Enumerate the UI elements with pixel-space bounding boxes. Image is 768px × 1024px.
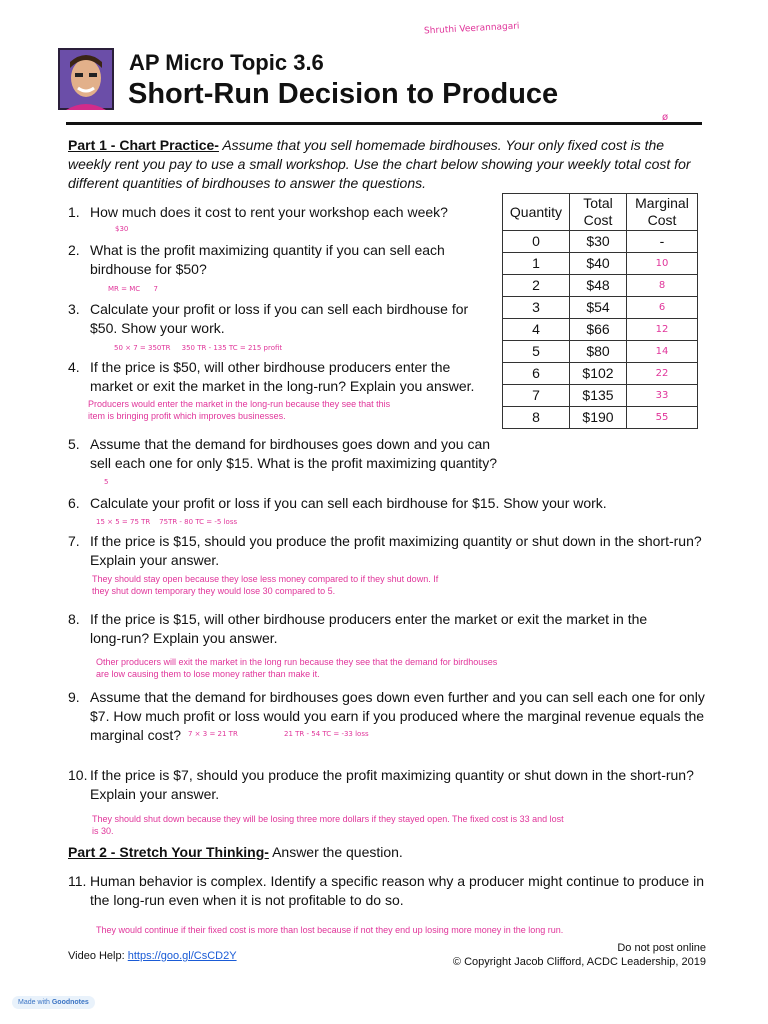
part1-intro-line1: Assume that you sell homemade birdhouses. Your only fixed cost is the — [218, 137, 665, 153]
table-row: 6 $102 22 — [503, 363, 698, 385]
question-11: 11. Human behavior is complex. Identify a specific reason why a producer might continue to produce in the long-run even when it is not profitable to do so. — [68, 873, 704, 908]
question-10: 10. If the price is $7, should you produce the profit maximizing quantity or shut down in the short-run? Explain your answer. — [68, 767, 694, 802]
answer-8: Other producers will exit the market in the long run because they see that the demand for birdhouses are low causing them to lose money rather than make it. — [96, 657, 498, 679]
answer-5: 5 — [104, 478, 109, 486]
question-8: 8. If the price is $15, will other birdhouse producers enter the market or exit the market in the long-run? Explain you answer. — [68, 611, 648, 646]
answer-9a: 7 × 3 = 21 TR — [188, 730, 238, 738]
part2-heading-line — [68, 843, 728, 862]
table-row: 2 $48 8 — [503, 275, 698, 297]
answer-6: 15 × 5 = 75 TR 75TR - 80 TC = -5 loss — [96, 518, 238, 526]
answer-7: They should stay open because they lose less money compared to if they shut down. If they shut down temporary they would lose 30 compared to 5. — [92, 574, 439, 596]
part1-intro — [68, 136, 728, 193]
table-row: 1 $40 10 — [503, 253, 698, 275]
topic-label: AP Micro Topic 3.6 — [129, 50, 324, 75]
part2-heading: Part 2 - Stretch Your Thinking- — [68, 844, 269, 860]
answer-2: MR = MC 7 — [108, 285, 158, 293]
video-help: Video Help: https://goo.gl/CsCD2Y — [68, 950, 237, 962]
no-post-notice: Do not post online — [617, 942, 706, 954]
goodnotes-badge: Made with Goodnotes — [12, 996, 95, 1009]
copyright: © Copyright Jacob Clifford, ACDC Leadership, 2019 — [452, 956, 706, 968]
part1-intro-line2: weekly rent you pay to use a small workshop. Use the chart below showing your weekly total cost for — [68, 156, 691, 172]
part2-instruction: Answer the question. — [268, 844, 403, 860]
cost-table — [502, 193, 698, 429]
question-6: 6. Calculate your profit or loss if you can sell each birdhouse for $15. Show your work. — [68, 495, 607, 511]
video-help-link[interactable]: https://goo.gl/CsCD2Y — [127, 950, 237, 962]
question-9: 9. Assume that the demand for birdhouses goes down even further and you can sell each one for only $7. How much profit or loss would you earn if you produced where the marginal revenue equals the marginal cost? — [68, 689, 705, 743]
table-row: 5 $80 14 — [503, 341, 698, 363]
answer-3: 50 × 7 = 350TR 350 TR - 135 TC = 215 profit — [114, 344, 283, 352]
header-divider — [66, 122, 702, 125]
question-4: 4. If the price is $50, will other birdhouse producers enter the market or exit the market in the long-run? Explain you answer. — [68, 359, 475, 394]
table-row: 7 $135 33 — [503, 385, 698, 407]
author-name: Shruthi Veerannagari — [423, 21, 520, 37]
question-5: 5. Assume that the demand for birdhouses goes down and you can sell each one for only $15. What is the profit maximizing quantity? — [68, 436, 497, 471]
table-row: 3 $54 6 — [503, 297, 698, 319]
table-row: 8 $190 55 — [503, 407, 698, 429]
teacher-photo-icon — [58, 48, 114, 110]
question-2: 2. What is the profit maximizing quantity if you can sell each birdhouse for $50? — [68, 242, 445, 277]
pen-mark: ø — [662, 112, 669, 123]
table-row: 4 $66 12 — [503, 319, 698, 341]
teacher-photo — [58, 48, 114, 110]
question-7: 7. If the price is $15, should you produce the profit maximizing quantity or shut down in the short-run? Explain your answer. — [68, 533, 702, 568]
header-total-cost: Total Cost — [570, 194, 627, 231]
answer-10: They should shut down because they will be losing three more dollars if they stayed open. The fixed cost is 33 and lost is 30. — [92, 814, 564, 836]
question-1: 1. How much does it cost to rent your workshop each week? — [68, 204, 448, 220]
header-quantity: Quantity — [503, 194, 570, 231]
answer-9b: 21 TR - 54 TC = -33 loss — [284, 730, 369, 738]
part1-intro-line3: different quantities of birdhouses to answer the questions. — [68, 175, 426, 191]
header-marginal-cost: Marginal Cost — [627, 194, 698, 231]
footer-right — [453, 941, 706, 969]
page-title: Short-Run Decision to Produce — [128, 78, 559, 110]
table-row: 0 $30 - — [503, 231, 698, 253]
part1-heading: Part 1 - Chart Practice- — [68, 137, 219, 153]
answer-4: Producers would enter the market in the long-run because they see that this item is bringing profit which improves businesses. — [88, 399, 391, 421]
question-3: 3. Calculate your profit or loss if you can sell each birdhouse for $50. Show your work. — [68, 301, 469, 336]
answer-11: They would continue if their fixed cost is more than lost because if not they end up losing more money in the long run. — [96, 925, 564, 935]
answer-1: $30 — [115, 225, 129, 233]
